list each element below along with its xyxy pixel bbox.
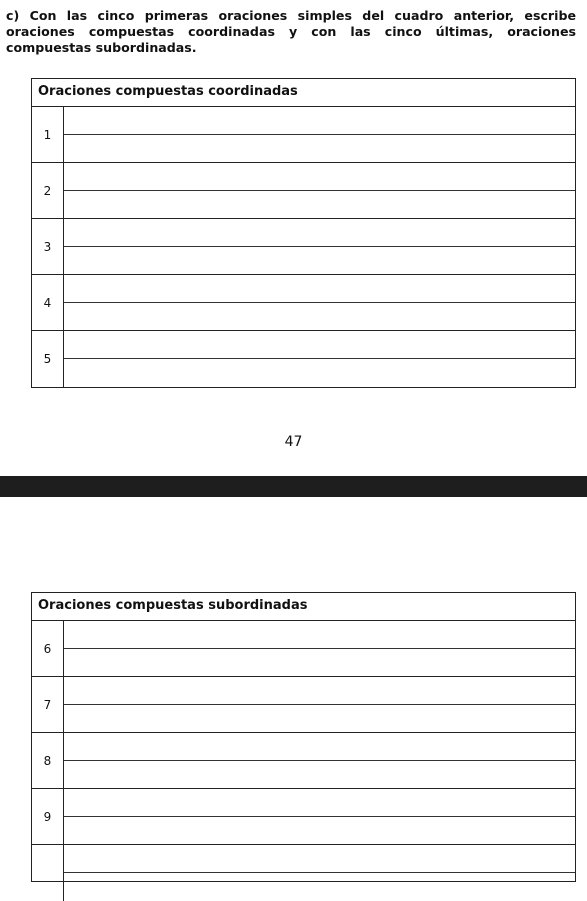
table-row	[32, 677, 575, 733]
table-row	[32, 275, 575, 331]
writing-line	[64, 648, 575, 649]
answer-lines[interactable]	[64, 107, 575, 162]
writing-line	[64, 760, 575, 761]
table-row	[32, 621, 575, 677]
row-number: 4	[32, 275, 64, 330]
page-number: 47	[284, 434, 303, 450]
answer-lines[interactable]	[64, 677, 575, 732]
table-row	[32, 845, 575, 901]
writing-line	[64, 816, 575, 817]
table-row	[32, 163, 575, 219]
answer-lines[interactable]	[64, 331, 575, 387]
coordinate-sentences-table	[31, 78, 576, 388]
row-number: 5	[32, 331, 64, 387]
row-number: 3	[32, 219, 64, 274]
writing-line	[64, 704, 575, 705]
row-number: 6	[32, 621, 64, 676]
exercise-instruction: c) Con las cinco primeras oraciones simples del cuadro anterior, escribe oraciones compuestas coordinadas y con las cinco últimas, oraciones compuestas subordinadas.	[6, 8, 576, 55]
answer-lines[interactable]	[64, 219, 575, 274]
answer-lines[interactable]	[64, 789, 575, 844]
answer-lines[interactable]	[64, 845, 575, 901]
table-row	[32, 219, 575, 275]
table-row	[32, 733, 575, 789]
table-title: Oraciones compuestas coordinadas	[32, 79, 575, 107]
writing-line	[64, 358, 575, 359]
row-number: 9	[32, 789, 64, 844]
answer-lines[interactable]	[64, 621, 575, 676]
answer-lines[interactable]	[64, 163, 575, 218]
writing-line	[64, 246, 575, 247]
page-separator	[0, 476, 587, 497]
table-row	[32, 789, 575, 845]
answer-lines[interactable]	[64, 733, 575, 788]
answer-lines[interactable]	[64, 275, 575, 330]
table-row	[32, 107, 575, 163]
row-number: 7	[32, 677, 64, 732]
table-title: Oraciones compuestas subordinadas	[32, 593, 575, 621]
row-number: 2	[32, 163, 64, 218]
row-number: 1	[32, 107, 64, 162]
writing-line	[64, 134, 575, 135]
table-row	[32, 331, 575, 387]
writing-line	[64, 302, 575, 303]
row-number	[32, 845, 64, 901]
row-number: 8	[32, 733, 64, 788]
writing-line	[64, 872, 575, 873]
subordinate-sentences-table	[31, 592, 576, 882]
writing-line	[64, 190, 575, 191]
